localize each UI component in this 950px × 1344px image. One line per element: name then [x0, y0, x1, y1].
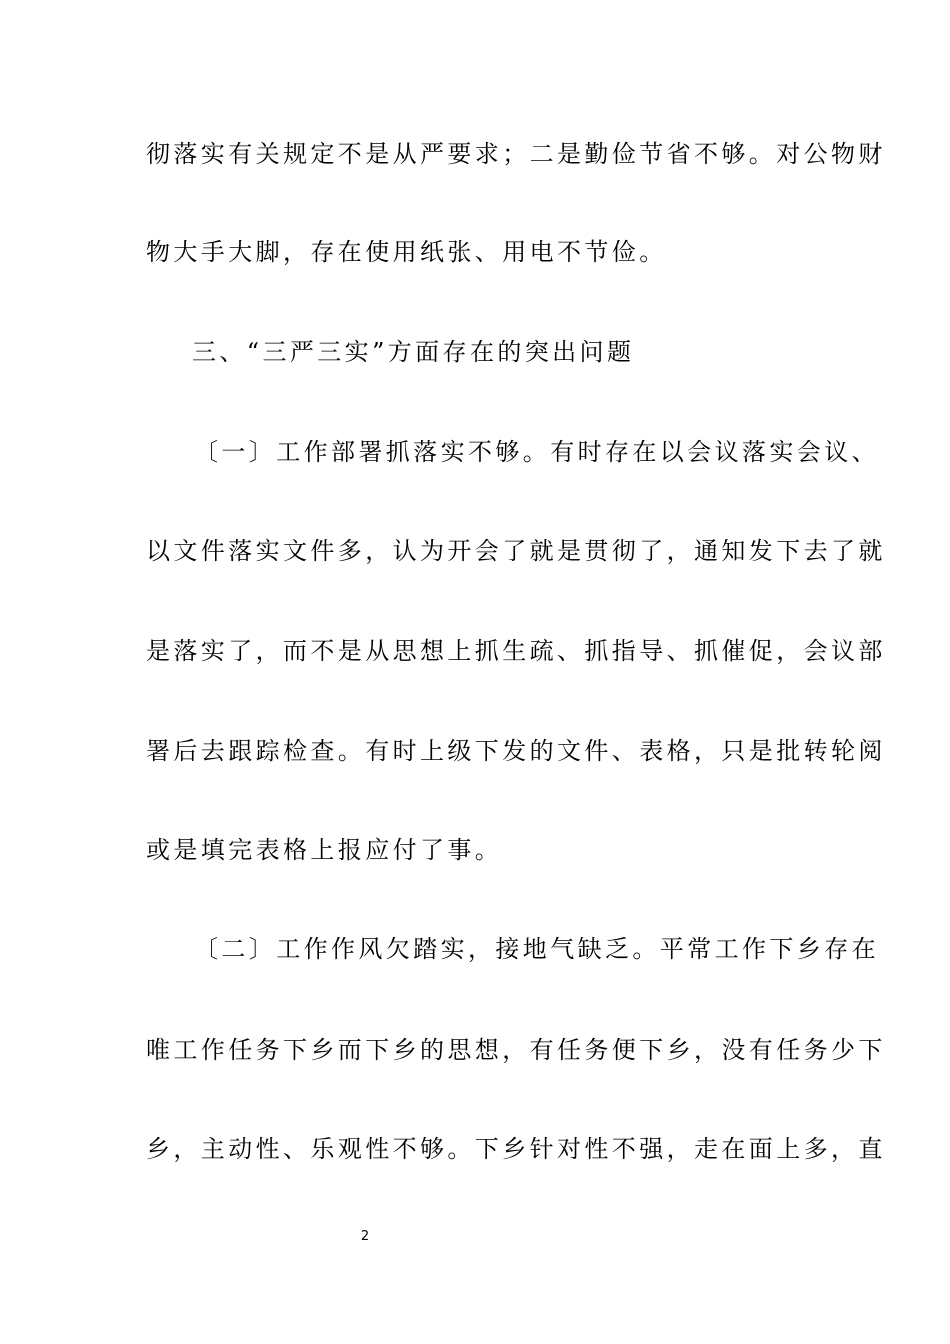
section-heading: 三、“三严三实”方面存在的突出问题	[192, 338, 635, 366]
body-text-line: 〔二〕工作作风欠踏实，接地气缺乏。平常工作下乡存在	[194, 935, 879, 963]
page-number: 2	[360, 1229, 370, 1244]
body-text-line: 或是填完表格上报应付了事。	[146, 836, 503, 864]
body-text-line: 唯工作任务下乡而下乡的思想，有任务便下乡，没有任务少下	[146, 1036, 886, 1064]
body-text-line: 以文件落实文件多，认为开会了就是贯彻了，通知发下去了就	[146, 537, 886, 565]
body-text-line: 乡，主动性、乐观性不够。下乡针对性不强，走在面上多，直	[146, 1135, 886, 1163]
body-text-line: 〔一〕工作部署抓落实不够。有时存在以会议落实会议、	[194, 438, 879, 466]
body-text-line: 署后去跟踪检查。有时上级下发的文件、表格，只是批转轮阅	[146, 737, 886, 765]
body-text-line: 彻落实有关规定不是从严要求；二是勤俭节省不够。对公物财	[146, 140, 886, 168]
body-text-line: 是落实了，而不是从思想上抓生疏、抓指导、抓催促，会议部	[146, 637, 886, 665]
body-text-line: 物大手大脚，存在使用纸张、用电不节俭。	[146, 238, 667, 266]
